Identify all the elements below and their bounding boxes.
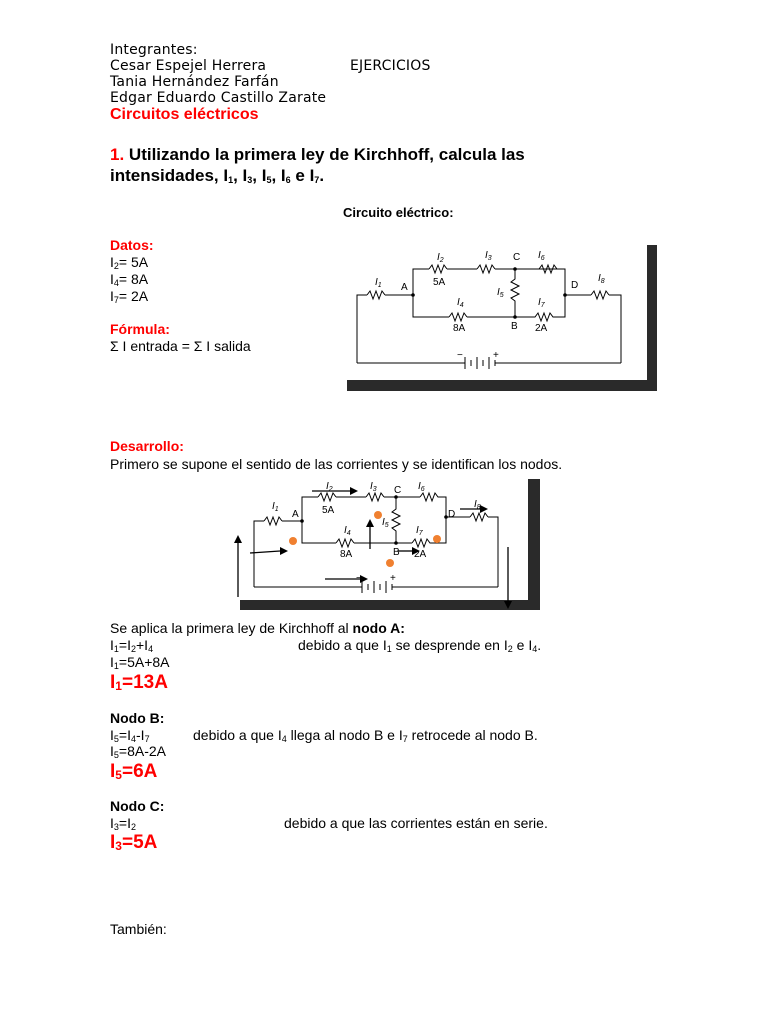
circuit-diagram-1 — [345, 243, 660, 393]
label-i: I — [497, 287, 500, 298]
question-text: Utilizando la primera ley de Kirchhoff, calcula las — [128, 145, 525, 164]
formula-title: Fórmula: — [110, 321, 170, 337]
node-a-eq2: $I_1=5A+8A$ — [110, 654, 170, 671]
node-c-title: Nodo C: — [110, 798, 165, 814]
node-c-reason: debido a que las corrientes están en serie. — [284, 815, 548, 831]
node-b-label: B — [511, 321, 518, 332]
subscript: 2 — [507, 644, 513, 654]
svg-text:I5 — [382, 517, 389, 529]
subscript: 5 — [499, 292, 504, 299]
subscript: 8 — [600, 278, 605, 285]
battery-minus: − — [356, 573, 362, 584]
label-i: I — [370, 481, 373, 492]
question-number: 1. — [110, 145, 125, 164]
value: = 8A — [118, 271, 149, 287]
node-marker — [289, 537, 297, 545]
reason-text: se desprende en I — [391, 637, 508, 653]
resistor-label: 5A — [433, 277, 446, 288]
label-i: I — [382, 517, 385, 528]
dato-item — [110, 288, 148, 305]
desarrollo-text: Primero se supone el sentido de las corrientes y se identifican los nodos. — [110, 456, 563, 472]
label-i: I — [538, 250, 541, 261]
label-i: I — [474, 499, 477, 510]
node-d-label: D — [448, 509, 456, 520]
subscript: 1 — [274, 506, 279, 513]
subscript: 7 — [314, 175, 320, 185]
subscript: 2 — [439, 257, 444, 264]
svg-text:I7 — [416, 525, 424, 537]
eq-text: =8A-2A — [118, 743, 166, 759]
member-name: Edgar Eduardo Castillo Zarate — [110, 90, 327, 106]
label-i: I — [416, 525, 419, 536]
member-name: Tania Hernández Farfán — [110, 74, 279, 90]
sym: I — [110, 271, 114, 287]
svg-text:I8 — [598, 273, 605, 285]
node-marker — [433, 535, 441, 543]
svg-text:I7 — [538, 297, 546, 309]
desarrollo-title: Desarrollo: — [110, 438, 184, 454]
subscript: 6 — [420, 486, 425, 493]
subscript: 1 — [386, 644, 392, 654]
subscript: 3 — [247, 175, 253, 185]
resistor-label: 8A — [340, 549, 353, 560]
svg-text:I3 — [370, 481, 377, 493]
intro-text: Se aplica la primera ley de Kirchhoff al — [110, 620, 353, 636]
reason-text: debido a que I — [193, 727, 282, 743]
label-i: I — [437, 252, 440, 263]
node-a-label: A — [292, 509, 299, 520]
subscript: 3 — [372, 486, 377, 493]
resistor-label: 2A — [535, 323, 548, 334]
svg-text:I8 — [474, 499, 481, 511]
node-b-result: $I_5=6A$ — [110, 761, 158, 782]
node-a-eq1: $I_1=I_2+I_4$ — [110, 637, 154, 654]
svg-text:I2 — [437, 252, 444, 264]
node-b-eq1: $I_5=I_4-I_7$ — [110, 727, 150, 744]
node-a-reason — [298, 637, 541, 654]
label-i: I — [418, 481, 421, 492]
subscript: 7 — [113, 295, 119, 305]
resistor-label: 2A — [414, 549, 427, 560]
node-marker — [374, 511, 382, 519]
node-b-eq2: $I_5=8A-2A$ — [110, 743, 166, 760]
circuit-title: Circuito eléctrico: — [343, 205, 454, 220]
dato-item — [110, 254, 148, 271]
subscript: 7 — [540, 302, 545, 309]
member-name: Cesar Espejel Herrera — [110, 58, 267, 74]
label-i: I — [598, 273, 601, 284]
node-c-result: $I_3=5A$ — [110, 832, 158, 853]
result-text: =6A — [121, 761, 158, 782]
svg-text:I4 — [344, 525, 351, 537]
frame-shadow-right — [528, 479, 540, 610]
node-c-label: C — [513, 252, 521, 263]
node-c-eq1: $I_3=I_2$ — [110, 815, 136, 832]
reason-text: e I — [512, 637, 533, 653]
svg-text:I6 — [418, 481, 425, 493]
label-i: I — [344, 525, 347, 536]
node-d-label: D — [571, 280, 579, 291]
subscript: 4 — [113, 278, 119, 288]
sym: I — [110, 288, 114, 304]
value: = 5A — [118, 254, 149, 270]
node-a-result: $I_1=13A$ — [110, 672, 168, 693]
label-i: I — [538, 297, 541, 308]
integrantes-label: Integrantes: — [110, 42, 198, 58]
formula-text: Σ I entrada = Σ I salida — [110, 338, 251, 354]
datos-title: Datos: — [110, 237, 154, 253]
node-c-label: C — [394, 485, 402, 496]
tambien-label: También: — [110, 921, 167, 937]
resistor-label: 5A — [322, 505, 335, 516]
label-i: I — [457, 297, 460, 308]
circuit-diagram-2 — [230, 477, 542, 612]
subscript: 6 — [540, 255, 545, 262]
node-b-title: Nodo B: — [110, 710, 165, 726]
subscript: 7 — [418, 530, 423, 537]
reason-text: retrocede al nodo B. — [407, 727, 538, 743]
node-b-reason — [193, 727, 538, 744]
node-a-label: A — [401, 282, 408, 293]
dato-item — [110, 271, 148, 288]
node-marker — [386, 559, 394, 567]
topic-title: Circuitos eléctricos — [110, 106, 259, 123]
frame-shadow-bottom — [347, 380, 657, 391]
subscript: 1 — [228, 175, 234, 185]
label-i: I — [326, 481, 329, 492]
sym: I — [110, 254, 114, 270]
battery-plus: + — [390, 573, 396, 584]
svg-text:I2 — [326, 481, 333, 493]
subscript: 8 — [476, 504, 481, 511]
label-i: I — [272, 501, 275, 512]
svg-text:I6 — [538, 250, 545, 262]
question-line-2: intensidades, $I_1$, $I_3$, $I_5$, $I_6$ e $I_7$. — [110, 166, 325, 185]
result-text: =5A — [121, 832, 158, 853]
reason-text: llega al nodo B e I — [286, 727, 403, 743]
ejercicios-label: EJERCICIOS — [350, 58, 431, 74]
subscript: 1 — [377, 282, 382, 289]
subscript: 5 — [266, 175, 272, 185]
question-line-1 — [110, 145, 525, 165]
label-i: I — [485, 250, 488, 261]
svg-text:I4 — [457, 297, 464, 309]
value: = 2A — [118, 288, 149, 304]
node-b-label: B — [393, 547, 400, 558]
frame-shadow-right — [647, 245, 657, 391]
svg-text:I3 — [485, 250, 492, 262]
subscript: 7 — [402, 734, 408, 744]
subscript: 2 — [328, 486, 333, 493]
subscript: 4 — [532, 644, 538, 654]
reason-text: . — [537, 637, 542, 653]
subscript: 2 — [113, 261, 119, 271]
subscript: 5 — [384, 522, 389, 529]
svg-text:I1 — [375, 277, 382, 289]
subscript: 4 — [281, 734, 287, 744]
question-text-2: intensidades, I — [110, 166, 229, 185]
subscript: 4 — [459, 302, 464, 309]
subscript: 6 — [285, 175, 291, 185]
reason-text: debido a que I — [298, 637, 387, 653]
svg-text:I1 — [272, 501, 279, 513]
battery-plus: + — [493, 350, 499, 361]
label-i: I — [375, 277, 378, 288]
question-end: . — [319, 166, 325, 185]
frame-shadow-bottom — [240, 600, 540, 610]
subscript: 4 — [346, 530, 351, 537]
intro-bold: nodo A: — [352, 620, 405, 636]
svg-text:I5 — [497, 287, 504, 299]
subscript: 3 — [487, 255, 492, 262]
battery-minus: − — [457, 350, 463, 361]
node-a-intro — [110, 620, 405, 636]
resistor-label: 8A — [453, 323, 466, 334]
